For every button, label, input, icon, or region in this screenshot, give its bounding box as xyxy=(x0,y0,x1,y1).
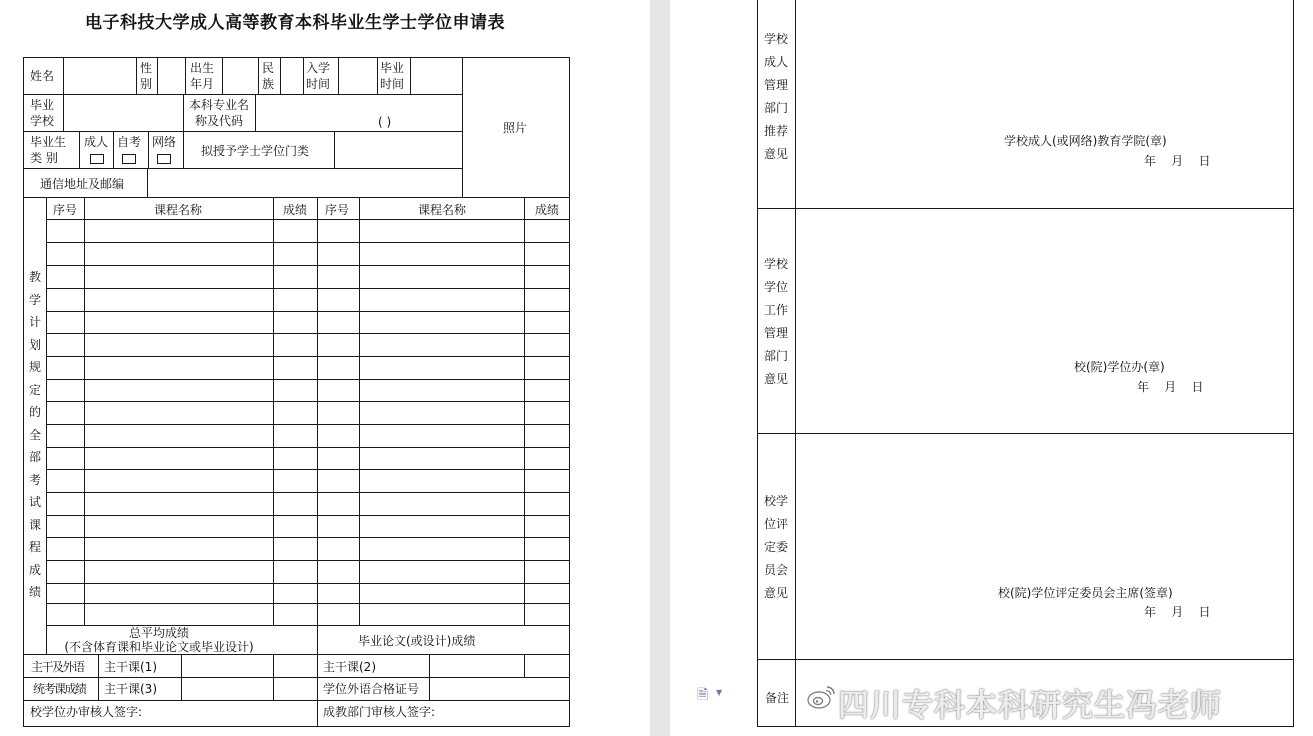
table-rule-v xyxy=(222,57,223,94)
major-code-parens: ( ) xyxy=(378,115,392,129)
label-school: 毕业学校 xyxy=(30,98,55,128)
row2-bottom-rule xyxy=(23,131,462,132)
checkbox-network[interactable] xyxy=(157,154,171,164)
table-rule-h xyxy=(46,537,570,538)
table-rule-v xyxy=(113,131,114,168)
table-rule-h xyxy=(23,677,570,678)
label-graduate-time: 毕业时间 xyxy=(380,61,405,91)
row1-bottom-rule xyxy=(23,94,462,95)
table-rule-v xyxy=(258,57,259,94)
chevron-down-icon[interactable]: ▼ xyxy=(716,688,723,697)
table-rule-h xyxy=(46,333,570,334)
main-course-1-label: 主干课(1) xyxy=(104,660,157,674)
adult-edu-dept-sign-label: 成教部门审核人签字: xyxy=(323,705,436,719)
label-major: 本科专业名称及代码 xyxy=(188,98,249,128)
section1-label: 学校成人管理部门推荐意见 xyxy=(763,32,788,161)
table-rule-h xyxy=(757,659,1294,660)
table-rule-h xyxy=(23,700,570,701)
approval-outer-frame xyxy=(757,0,1294,727)
table-rule-v xyxy=(183,131,184,168)
table-rule-v xyxy=(181,654,182,700)
table-rule-h xyxy=(46,492,570,493)
table-rule-v xyxy=(79,131,80,168)
photo-left-rule xyxy=(462,57,463,197)
table-rule-v xyxy=(157,57,158,94)
table-rule-h xyxy=(46,242,570,243)
approval-label-rule xyxy=(795,0,796,727)
weibo-logo-icon xyxy=(806,684,836,710)
label-adult: 成人 xyxy=(84,135,109,149)
table-rule-v xyxy=(148,131,149,168)
label-network: 网络 xyxy=(152,135,177,149)
average-score-label-line2: (不含体育课和毕业论文或毕业设计) xyxy=(64,640,254,654)
section2-date: 年 月 日 xyxy=(1137,380,1204,394)
table-rule-h xyxy=(46,356,570,357)
col-no-right: 序号 xyxy=(325,203,350,217)
table-rule-h xyxy=(46,265,570,266)
table-rule-h xyxy=(757,433,1294,434)
degree-office-sign-label: 校学位办审核人签字: xyxy=(30,705,143,719)
table-rule-v xyxy=(63,57,64,94)
row3-bottom-rule xyxy=(23,168,462,169)
left-page xyxy=(0,0,650,736)
col-no-left: 序号 xyxy=(53,203,78,217)
label-category: 毕业生类 别 xyxy=(30,135,67,165)
section1-stamp: 学校成人(或网络)教育学院(章) xyxy=(1004,134,1167,148)
table-rule-h xyxy=(46,603,570,604)
right-page xyxy=(670,0,1313,736)
table-rule-h xyxy=(46,583,570,584)
main-courses-label-line1: 主干及外语 xyxy=(31,660,84,674)
foreign-cert-label: 学位外语合格证号 xyxy=(323,682,420,696)
table-rule-v xyxy=(338,57,339,94)
section1-date: 年 月 日 xyxy=(1144,154,1211,168)
col-score-right: 成绩 xyxy=(535,203,560,217)
table-rule-h xyxy=(46,447,570,448)
section3-label: 校学位评定委员会意见 xyxy=(763,494,788,600)
table-rule-h xyxy=(46,219,570,220)
table-rule-v xyxy=(136,57,137,94)
average-score-label-line1: 总平均成绩 xyxy=(128,626,189,640)
table-rule-v xyxy=(273,654,274,700)
table-rule-h xyxy=(46,311,570,312)
table-rule-h xyxy=(757,208,1294,209)
table-rule-v xyxy=(280,57,281,94)
section3-date: 年 月 日 xyxy=(1144,605,1211,619)
table-rule-v xyxy=(147,168,148,197)
label-self-study: 自考 xyxy=(117,135,142,149)
col-course-left: 课程名称 xyxy=(154,203,203,217)
header-bottom-rule xyxy=(23,197,570,198)
table-rule-v xyxy=(185,57,186,94)
main-course-3-label: 主干课(3) xyxy=(104,682,157,696)
section2-label: 学校学位工作管理部门意见 xyxy=(763,257,788,386)
table-rule-h xyxy=(46,379,570,380)
table-rule-v xyxy=(183,94,184,131)
table-rule-v xyxy=(524,654,525,677)
checkbox-adult[interactable] xyxy=(90,154,104,164)
table-rule-h xyxy=(46,424,570,425)
table-rule-h xyxy=(46,515,570,516)
label-photo: 照片 xyxy=(503,121,528,135)
col-score-left: 成绩 xyxy=(283,203,308,217)
table-rule-h xyxy=(46,401,570,402)
thesis-score-label: 毕业论文(或设计)成绩 xyxy=(358,634,476,648)
table-rule-v xyxy=(303,57,304,94)
table-rule-v xyxy=(317,625,318,654)
table-rule-h xyxy=(46,288,570,289)
table-rule-v xyxy=(317,654,318,727)
document-icon[interactable]: 🗎 xyxy=(697,687,709,703)
label-address: 通信地址及邮编 xyxy=(40,177,125,191)
label-birth: 出生年月 xyxy=(190,61,215,91)
table-rule-v xyxy=(334,131,335,168)
label-ethnicity: 民族 xyxy=(262,61,275,91)
col-course-right: 课程名称 xyxy=(418,203,467,217)
grades-side-label: 教学计划规定的全部考试课程成绩 xyxy=(28,270,41,599)
table-rule-v xyxy=(429,654,430,700)
remarks-label: 备注 xyxy=(765,691,790,705)
table-rule-v xyxy=(377,57,378,94)
table-rule-v xyxy=(63,94,64,131)
label-gender: 性别 xyxy=(140,61,153,91)
main-courses-label-line2: 统考课成绩 xyxy=(33,682,86,696)
label-name: 姓名 xyxy=(30,69,55,83)
section3-stamp: 校(院)学位评定委员会主席(签章) xyxy=(998,586,1173,600)
table-rule-v xyxy=(255,94,256,131)
label-degree-category: 拟授予学士学位门类 xyxy=(201,144,310,158)
table-rule-h xyxy=(46,560,570,561)
watermark-text: 四川专科本科研究生冯老师 xyxy=(838,688,1222,724)
form-title: 电子科技大学成人高等教育本科毕业生学士学位申请表 xyxy=(85,13,505,33)
label-enroll-time: 入学时间 xyxy=(306,61,331,91)
table-rule-h xyxy=(46,469,570,470)
table-rule-v xyxy=(410,57,411,94)
table-rule-v xyxy=(98,654,99,700)
checkbox-self-study[interactable] xyxy=(122,154,136,164)
main-course-2-label: 主干课(2) xyxy=(323,660,376,674)
section2-stamp: 校(院)学位办(章) xyxy=(1074,360,1165,374)
